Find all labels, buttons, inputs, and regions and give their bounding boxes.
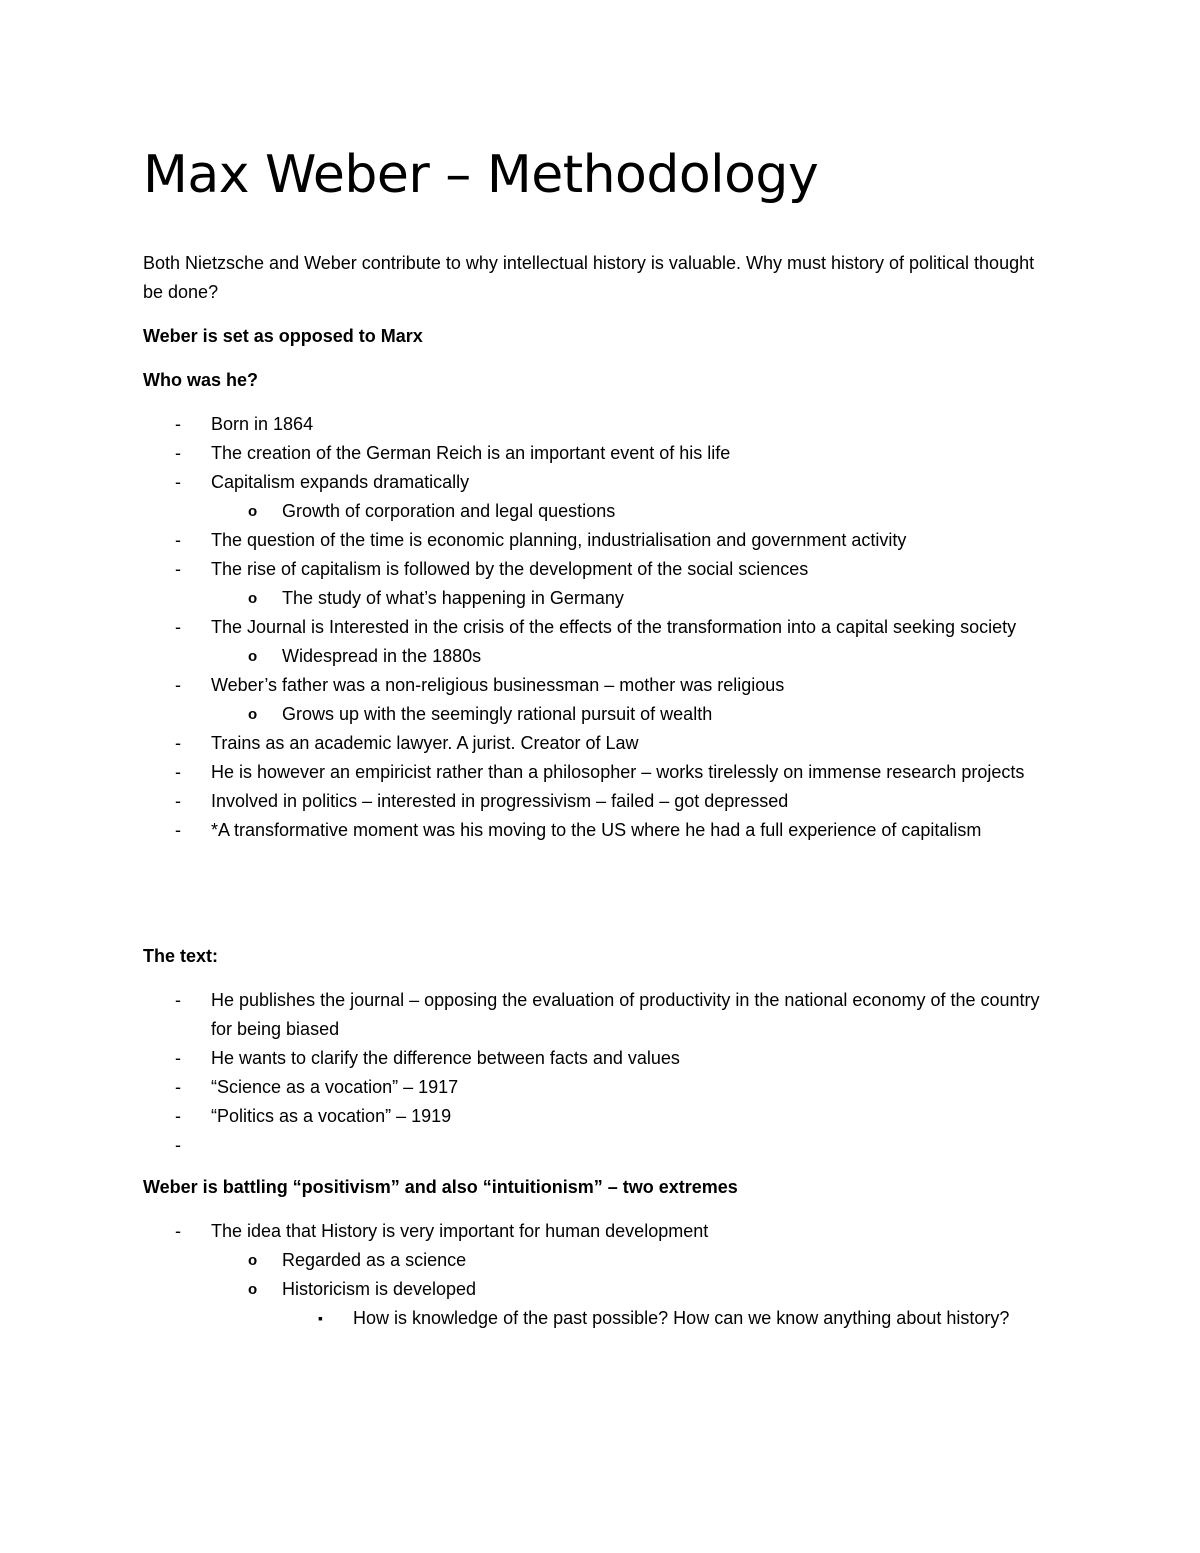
intro-section xyxy=(143,249,1050,307)
list-item-text: Growth of corporation and legal questions xyxy=(282,501,616,521)
list-item xyxy=(143,1044,1050,1073)
marx-heading-section xyxy=(143,322,1050,351)
list-item-text: “Science as a vocation” – 1917 xyxy=(211,1077,459,1097)
list-item xyxy=(143,642,1050,671)
list-item xyxy=(143,526,1050,555)
heading-who: Who was he? xyxy=(143,370,259,390)
list-item xyxy=(143,497,1050,526)
dash-bullet: - xyxy=(175,414,181,434)
list-item-text: Weber’s father was a non-religious businessman – mother was religious xyxy=(211,675,785,695)
who-list xyxy=(143,410,1050,845)
intro-paragraph: Both Nietzsche and Weber contribute to why intellectual history is valuable. Why must history of political thought be done? xyxy=(143,253,1035,302)
list-item xyxy=(143,700,1050,729)
dash-bullet: - xyxy=(175,791,181,811)
dash-bullet: - xyxy=(175,762,181,782)
dash-bullet: - xyxy=(175,559,181,579)
who-section xyxy=(143,366,1050,845)
list-item xyxy=(143,584,1050,613)
square-bullet: ▪ xyxy=(318,1310,323,1326)
list-item xyxy=(143,1304,1050,1333)
list-item xyxy=(143,671,1050,700)
circle-bullet: o xyxy=(248,503,258,520)
dash-bullet: - xyxy=(175,675,181,695)
list-item-text: Historicism is developed xyxy=(282,1279,477,1299)
list-item-text xyxy=(211,1135,216,1155)
list-item-text: The question of the time is economic planning, industrialisation and government activity xyxy=(211,530,907,550)
text-section xyxy=(143,942,1050,1160)
list-item xyxy=(143,410,1050,439)
circle-bullet: o xyxy=(248,590,258,607)
list-item-text: He wants to clarify the difference between facts and values xyxy=(211,1048,680,1068)
list-item xyxy=(143,555,1050,584)
circle-bullet: o xyxy=(248,648,258,665)
list-item-text: Involved in politics – interested in progressivism – failed – got depressed xyxy=(211,791,789,811)
heading-marx: Weber is set as opposed to Marx xyxy=(143,326,423,346)
list-item-text: “Politics as a vocation” – 1919 xyxy=(211,1106,452,1126)
dash-bullet: - xyxy=(175,617,181,637)
list-item xyxy=(143,1275,1050,1304)
list-item-text: The rise of capitalism is followed by the development of the social sciences xyxy=(211,559,809,579)
circle-bullet: o xyxy=(248,1281,258,1298)
dash-bullet: - xyxy=(175,443,181,463)
dash-bullet: - xyxy=(175,1135,181,1155)
list-item xyxy=(143,1073,1050,1102)
document-title: Max Weber – Methodology xyxy=(143,145,819,205)
list-item xyxy=(143,729,1050,758)
list-item-text: The creation of the German Reich is an important event of his life xyxy=(211,443,731,463)
list-item-text: *A transformative moment was his moving to the US where he had a full experience of capitalism xyxy=(211,820,982,840)
dash-bullet: - xyxy=(175,990,181,1010)
list-item-text: He is however an empiricist rather than a philosopher – works tirelessly on immense research projects xyxy=(211,762,1025,782)
list-item xyxy=(143,1217,1050,1246)
list-item xyxy=(143,816,1050,845)
dash-bullet: - xyxy=(175,530,181,550)
list-item-text: The idea that History is very important for human development xyxy=(211,1221,709,1241)
dash-bullet: - xyxy=(175,820,181,840)
list-item-text: Trains as an academic lawyer. A jurist. Creator of Law xyxy=(211,733,639,753)
dash-bullet: - xyxy=(175,472,181,492)
heading-positivism: Weber is battling “positivism” and also “intuitionism” – two extremes xyxy=(143,1177,738,1197)
dash-bullet: - xyxy=(175,733,181,753)
list-item xyxy=(143,1131,1050,1160)
list-item-text: How is knowledge of the past possible? How can we know anything about history? xyxy=(353,1308,1010,1328)
heading-the-text: The text: xyxy=(143,946,219,966)
list-item xyxy=(143,986,1050,1044)
list-item-text: He publishes the journal – opposing the evaluation of productivity in the national economy of the country for being biased xyxy=(211,990,1040,1039)
positivism-section xyxy=(143,1173,1050,1333)
list-item xyxy=(143,758,1050,787)
list-item-text: Capitalism expands dramatically xyxy=(211,472,470,492)
list-item xyxy=(143,1102,1050,1131)
dash-bullet: - xyxy=(175,1221,181,1241)
list-item xyxy=(143,1246,1050,1275)
list-item-text: Widespread in the 1880s xyxy=(282,646,482,666)
dash-bullet: - xyxy=(175,1077,181,1097)
dash-bullet: - xyxy=(175,1106,181,1126)
positivism-list xyxy=(143,1217,1050,1333)
circle-bullet: o xyxy=(248,1252,258,1269)
list-item-text: The study of what’s happening in Germany xyxy=(282,588,624,608)
list-item-text: Regarded as a science xyxy=(282,1250,467,1270)
list-item xyxy=(143,439,1050,468)
circle-bullet: o xyxy=(248,706,258,723)
list-item-text: Born in 1864 xyxy=(211,414,314,434)
text-list xyxy=(143,986,1050,1160)
list-item xyxy=(143,787,1050,816)
list-item-text: The Journal is Interested in the crisis of the effects of the transformation into a capital seeking society xyxy=(211,617,1017,637)
list-item xyxy=(143,613,1050,642)
list-item-text: Grows up with the seemingly rational pursuit of wealth xyxy=(282,704,713,724)
list-item xyxy=(143,468,1050,497)
dash-bullet: - xyxy=(175,1048,181,1068)
